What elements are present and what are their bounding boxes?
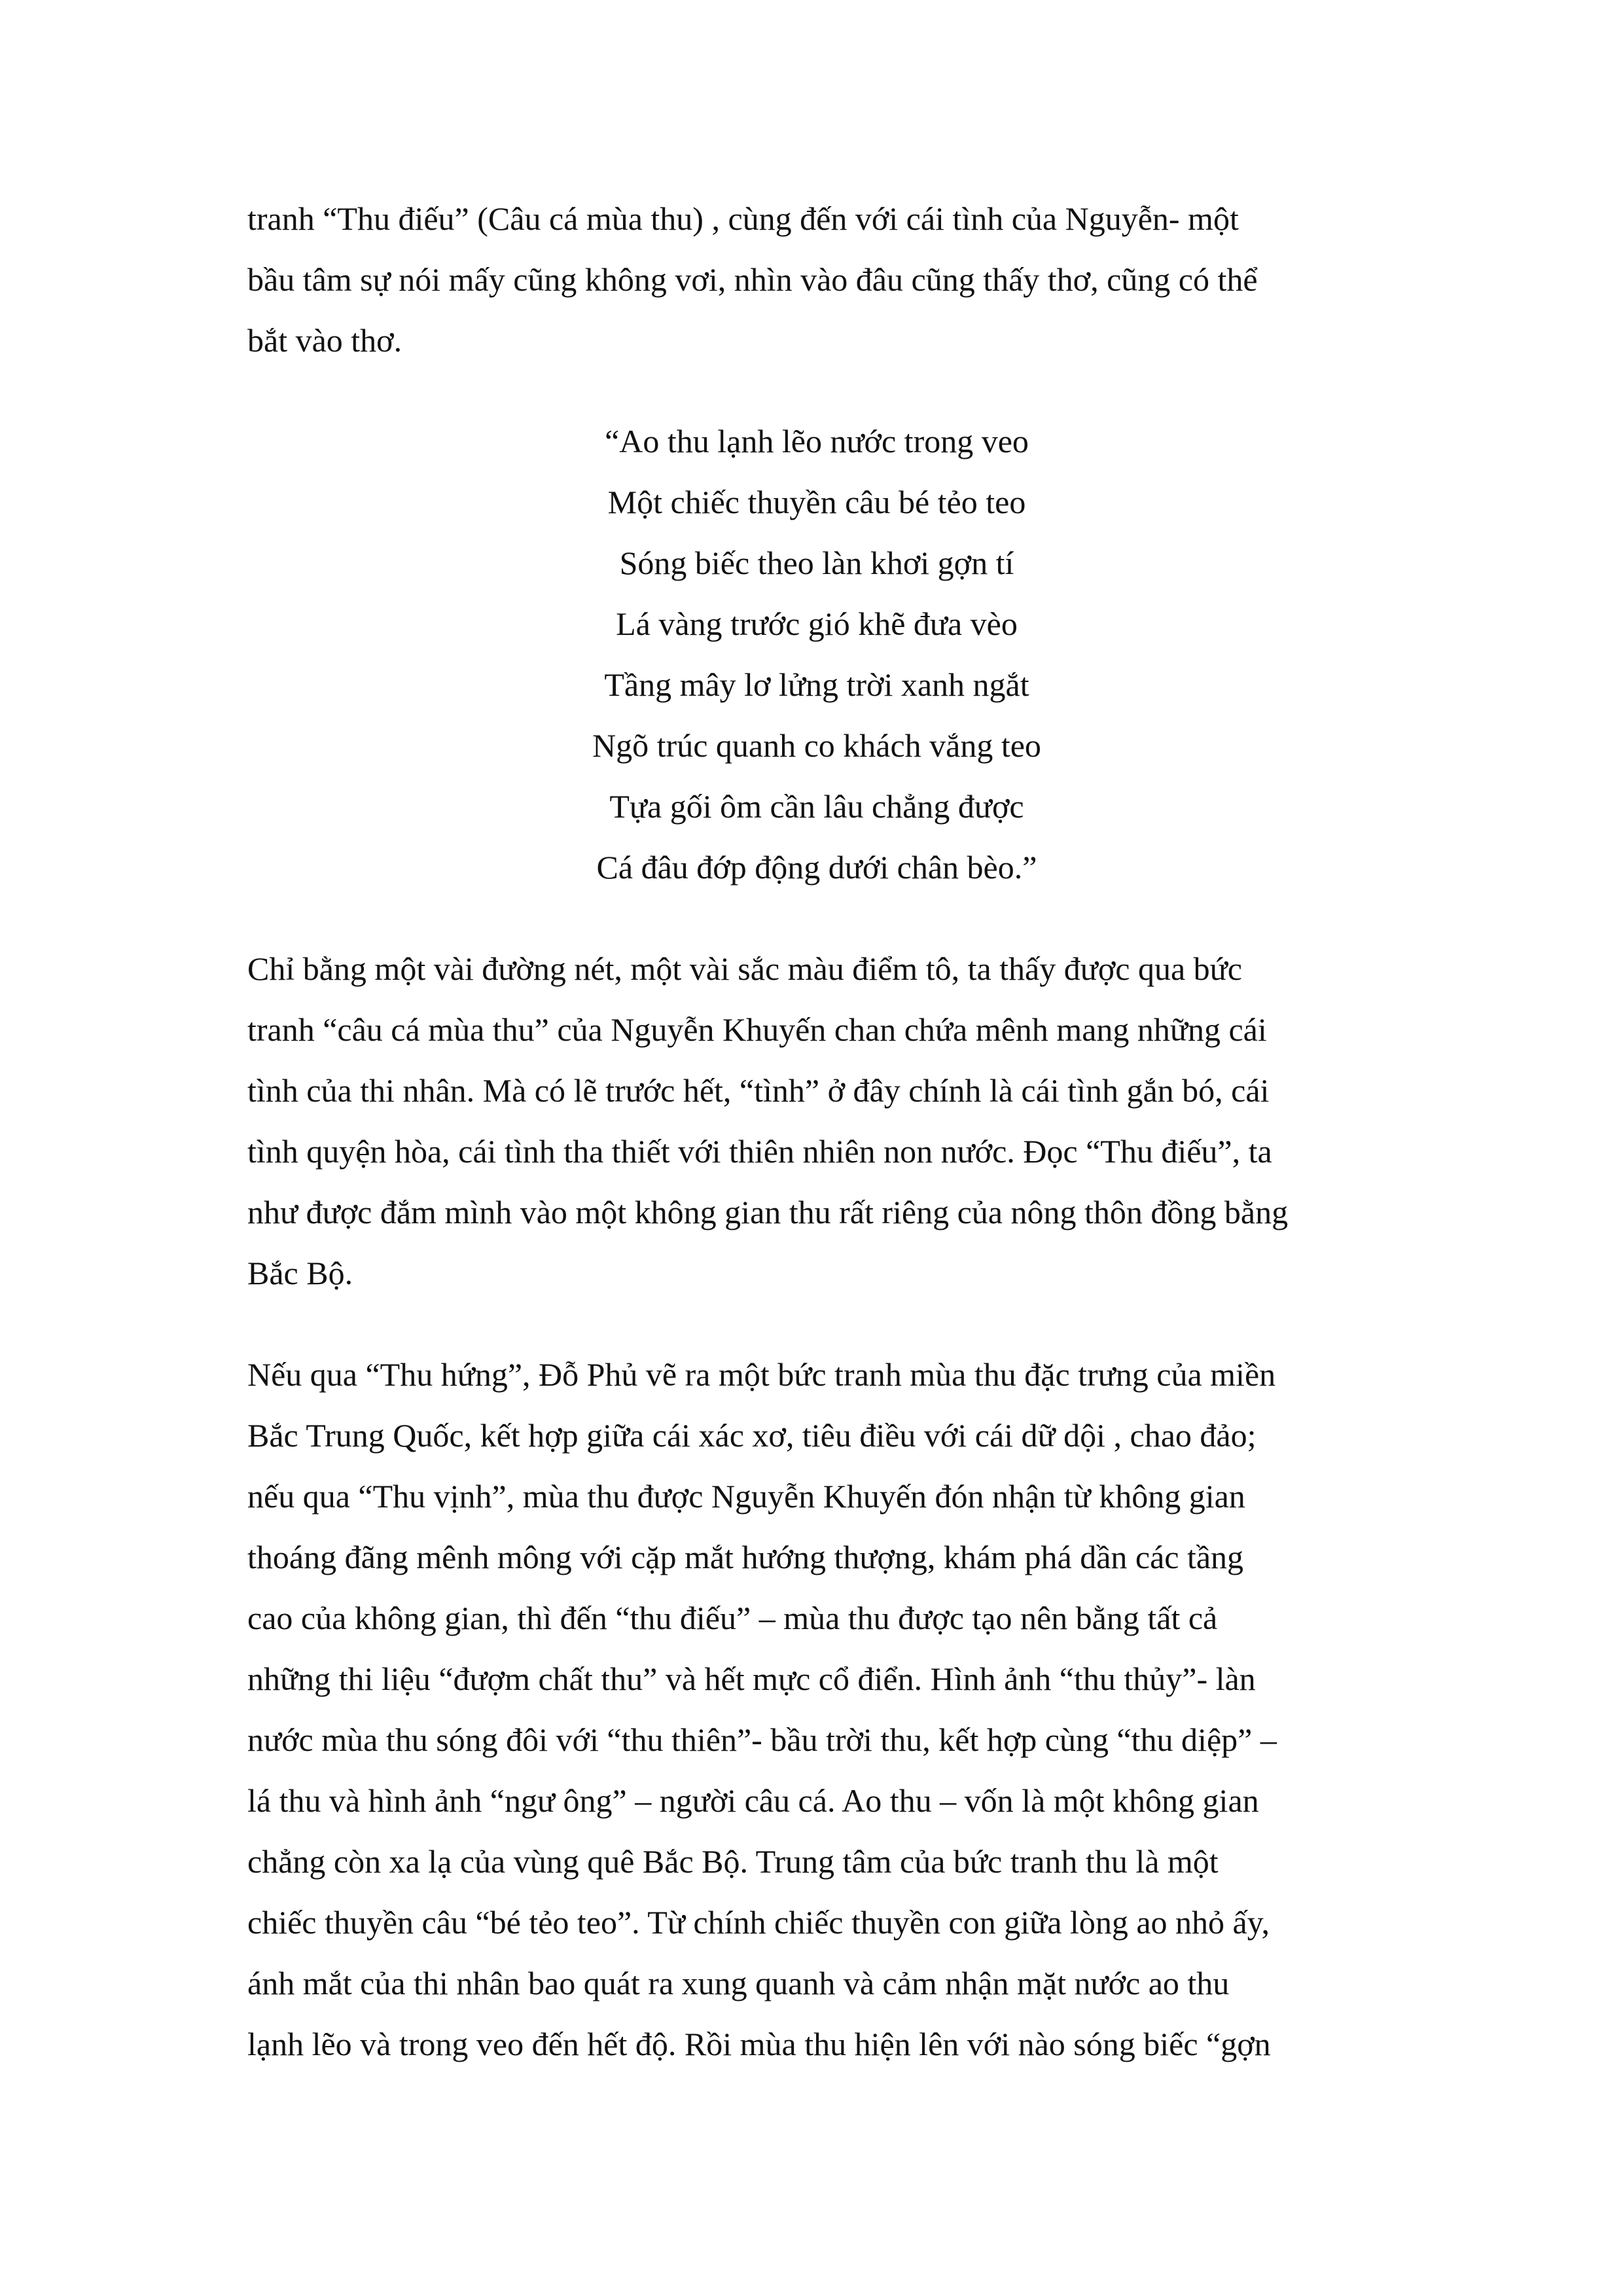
text-line: Nếu qua “Thu hứng”, Đỗ Phủ vẽ ra một bức tranh mùa thu đặc trưng của miền: [247, 1356, 1276, 1393]
text-line: Bắc Bộ.: [247, 1255, 353, 1291]
text-line: ánh mắt của thi nhân bao quát ra xung quanh và cảm nhận mặt nước ao thu: [247, 1965, 1230, 2001]
text-line: lạnh lẽo và trong veo đến hết độ. Rồi mùa thu hiện lên với nào sóng biếc “gợn: [247, 2026, 1271, 2062]
poem-line: Sóng biếc theo làn khơi gợn tí: [619, 545, 1014, 581]
text-line: bầu tâm sự nói mấy cũng không vơi, nhìn vào đâu cũng thấy thơ, cũng có thể: [247, 261, 1258, 298]
text-line: Chỉ bằng một vài đường nét, một vài sắc màu điểm tô, ta thấy được qua bức: [247, 950, 1242, 987]
text-line: nước mùa thu sóng đôi với “thu thiên”- bầu trời thu, kết hợp cùng “thu diệp” –: [247, 1721, 1277, 1758]
text-line: cao của không gian, thì đến “thu điếu” – mùa thu được tạo nên bằng tất cả: [247, 1600, 1218, 1636]
text-line: bắt vào thơ.: [247, 322, 402, 359]
poem-line: “Ao thu lạnh lẽo nước trong veo: [605, 423, 1029, 459]
text-line: tranh “Thu điếu” (Câu cá mùa thu) , cùng đến với cái tình của Nguyễn- một: [247, 200, 1239, 237]
poem-line: Tầng mây lơ lửng trời xanh ngắt: [604, 666, 1029, 703]
poem-line: Lá vàng trước gió khẽ đưa vèo: [616, 605, 1018, 642]
paragraph-2: [247, 939, 1386, 1304]
text-line: chiếc thuyền câu “bé tẻo teo”. Từ chính chiếc thuyền con giữa lòng ao nhỏ ấy,: [247, 1904, 1270, 1941]
text-line: chẳng còn xa lạ của vùng quê Bắc Bộ. Trung tâm của bức tranh thu là một: [247, 1843, 1219, 1880]
text-line: tình quyện hòa, cái tình tha thiết với thiên nhiên non nước. Đọc “Thu điếu”, ta: [247, 1133, 1272, 1170]
text-line: tình của thi nhân. Mà có lẽ trước hết, “tình” ở đây chính là cái tình gắn bó, cái: [247, 1072, 1270, 1109]
text-line: thoáng đãng mênh mông với cặp mắt hướng thượng, khám phá dần các tầng: [247, 1539, 1244, 1575]
text-line: nếu qua “Thu vịnh”, mùa thu được Nguyễn Khuyến đón nhận từ không gian: [247, 1478, 1245, 1515]
poem-line: Tựa gối ôm cần lâu chẳng được: [609, 788, 1024, 825]
text-line: tranh “câu cá mùa thu” của Nguyễn Khuyến chan chứa mênh mang những cái: [247, 1011, 1267, 1048]
poem-block: [247, 411, 1386, 898]
text-line: lá thu và hình ảnh “ngư ông” – người câu cá. Ao thu – vốn là một không gian: [247, 1782, 1259, 1819]
text-line: như được đắm mình vào một không gian thu rất riêng của nông thôn đồng bằng: [247, 1194, 1289, 1230]
poem-line: Một chiếc thuyền câu bé tẻo teo: [607, 484, 1026, 520]
text-line: Bắc Trung Quốc, kết hợp giữa cái xác xơ, tiêu điều với cái dữ dội , chao đảo;: [247, 1417, 1257, 1454]
text-line: những thi liệu “đượm chất thu” và hết mực cổ điển. Hình ảnh “thu thủy”- làn: [247, 1660, 1256, 1697]
poem-line: Cá đâu đớp động dưới chân bèo.”: [596, 849, 1037, 886]
paragraph-3: [247, 1344, 1386, 2075]
poem-line: Ngõ trúc quanh co khách vắng teo: [592, 727, 1041, 764]
paragraph-1: [247, 188, 1386, 371]
